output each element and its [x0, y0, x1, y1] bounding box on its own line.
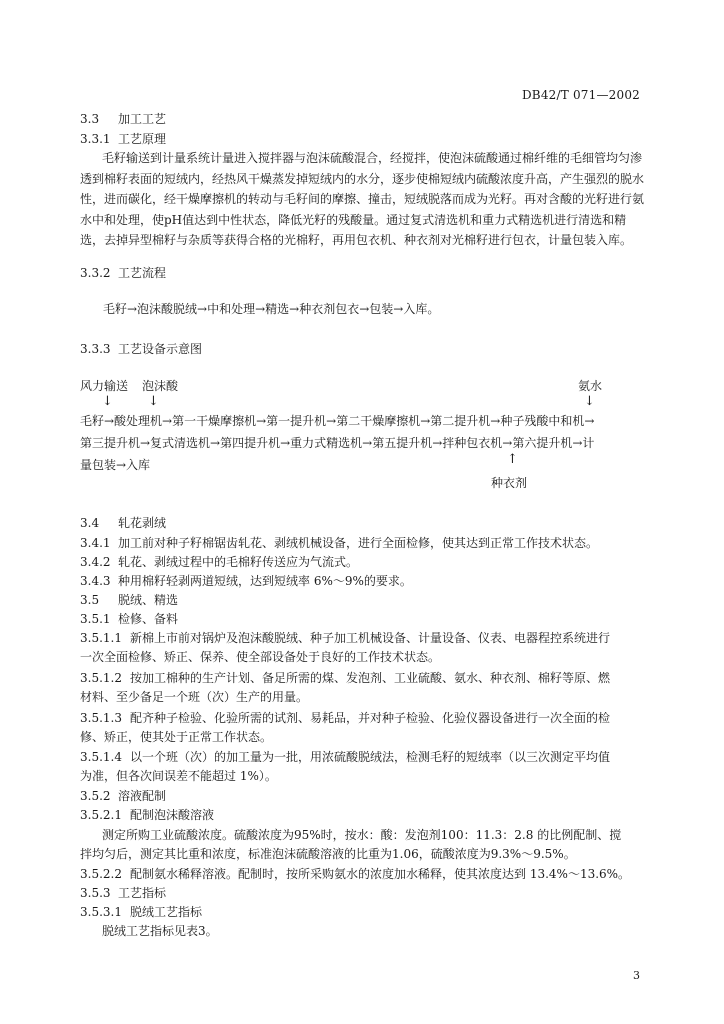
section-number: 3.3.3 — [80, 342, 111, 356]
clause-3-5-1-1-line-2: 一次全面检修、矫正、保养、使全部设备处于良好的工作技术状态。 — [80, 650, 441, 664]
section-3-3-heading — [80, 110, 166, 127]
section-number: 3.5.2 — [80, 789, 111, 803]
section-title: 配制泡沫酸溶液 — [130, 808, 215, 822]
section-3-5-3-heading — [80, 884, 166, 901]
page-number: 3 — [633, 969, 640, 982]
clause-text: 种用棉籽轻剥两道短绒，达到短绒率 6%～9%的要求。 — [118, 574, 412, 588]
section-title: 脱绒、精选 — [118, 593, 179, 607]
clause-3-5-2-1-line-1: 测定所购工业硫酸浓度。硫酸浓度为95%时，按水：酸：发泡剂100：11.3：2.8 的比例配制、搅 — [102, 828, 622, 842]
clause-3-5-2-1-line-2: 拌均匀后，测定其比重和浓度，标准泡沫硫酸溶液的比重为1.06，硫酸浓度为9.3%～9.5%。 — [80, 847, 576, 861]
section-number: 3.3.2 — [80, 266, 111, 280]
section-title: 加工工艺 — [118, 112, 167, 126]
clause-3-4-2 — [80, 553, 358, 570]
clause-number: 3.4.2 — [80, 555, 111, 569]
diagram-input-acid: 泡沫酸 — [142, 379, 179, 393]
clause-number: 3.5.1.4 — [80, 750, 122, 764]
clause-3-4-3 — [80, 572, 412, 589]
section-title: 脱绒工艺指标 — [130, 905, 203, 919]
section-3-5-2-1-heading — [80, 806, 214, 823]
section-title: 检修、备料 — [118, 612, 179, 626]
section-title: 轧花剥绒 — [118, 516, 167, 530]
section-number: 3.5.2.1 — [80, 808, 122, 822]
process-flow-text: 毛籽→泡沫酸脱绒→中和处理→精选→种衣剂包衣→包装→入库。 — [103, 302, 440, 316]
section-3-3-3-heading — [80, 340, 202, 357]
section-3-3-1-heading — [80, 130, 166, 147]
clause-number: 3.5.2.2 — [80, 867, 122, 881]
section-3-5-heading — [80, 591, 178, 608]
clause-text: 轧花、剥绒过程中的毛棉籽传送应为气流式。 — [118, 555, 359, 569]
section-number: 3.3 — [80, 112, 100, 126]
diagram-input-ammonia: 氨水 — [578, 379, 603, 393]
diagram-line-3: 量包装→入库 — [80, 458, 151, 472]
section-number: 3.4 — [80, 516, 100, 530]
up-arrow-icon: ↑ — [507, 452, 518, 467]
down-arrow-icon: ↓ — [148, 394, 159, 409]
clause-3-5-1-4-line-2: 为准，但各次间误差不能超过 1%）。 — [80, 769, 277, 783]
clause-3-4-1 — [80, 534, 598, 551]
section-number: 3.5 — [80, 593, 100, 607]
process-principle-paragraph: 毛籽输送到计量系统计量进入搅拌器与泡沫硫酸混合，经搅拌，使泡沫硫酸通过棉纤维的毛细管均匀渗透到棉籽表面的短绒内，经热风干燥蒸发掉短绒内的水分，逐步使棉短绒内硫酸浓度升高，产生强烈的脱水性，进而碳化，经干燥摩擦机的转动与毛籽间的摩擦、撞击，短绒脱落而成为光籽。再对含酸的光籽进行氨水中和处理，使pH值达到中性状态，降低光籽的残酸量。通过复式清选机和重力式精选机进行清选和精选，去掉异型棉籽与杂质等获得合格的光棉籽，再用包衣机、种衣剂对光棉籽进行包衣，计量包装入库。 — [80, 151, 645, 248]
clause-number: 3.5.1.3 — [80, 711, 122, 725]
section-title: 工艺指标 — [118, 886, 167, 900]
section-title: 工艺原理 — [118, 132, 167, 146]
clause-3-5-1-2-line-1 — [80, 669, 610, 686]
clause-3-5-1-4-line-1 — [80, 748, 610, 765]
clause-3-5-2-2 — [80, 865, 630, 882]
section-number: 3.5.3.1 — [80, 905, 122, 919]
clause-text: 加工前对种子籽棉锯齿轧花、剥绒机械设备，进行全面检修，使其达到正常工作技术状态。 — [118, 536, 599, 550]
clause-3-5-1-3-line-2: 修、矫正，使其处于正常工作状态。 — [80, 730, 273, 744]
clause-text: 以一个班（次）的加工量为一批，用浓硫酸脱绒法，检测毛籽的短绒率（以三次测定平均值 — [130, 750, 611, 764]
clause-number: 3.4.3 — [80, 574, 111, 588]
down-arrow-icon: ↓ — [584, 394, 595, 409]
clause-text: 按加工棉种的生产计划、备足所需的煤、发泡剂、工业硫酸、氨水、种衣剂、棉籽等原、燃 — [130, 671, 611, 685]
section-3-5-2-heading — [80, 787, 166, 804]
section-number: 3.3.1 — [80, 132, 111, 146]
clause-number: 3.5.1.2 — [80, 671, 122, 685]
section-3-3-2-heading — [80, 264, 166, 281]
section-title: 工艺设备示意图 — [118, 342, 203, 356]
section-number: 3.5.1 — [80, 612, 111, 626]
clause-text: 新棉上市前对锅炉及泡沫酸脱绒、种子加工机械设备、计量设备、仪表、电器程控系统进行 — [130, 631, 611, 645]
section-3-4-heading — [80, 514, 166, 531]
section-number: 3.5.3 — [80, 886, 111, 900]
clause-text: 配齐种子检验、化验所需的试剂、易耗品，并对种子检验、化验仪器设备进行一次全面的检 — [130, 711, 611, 725]
clause-3-5-3-1-text: 脱绒工艺指标见表3。 — [102, 924, 218, 938]
clause-3-5-1-1-line-1 — [80, 629, 610, 646]
clause-number: 3.5.1.1 — [80, 631, 122, 645]
section-3-5-3-1-heading — [80, 903, 202, 920]
section-title: 溶液配制 — [118, 789, 167, 803]
section-title: 工艺流程 — [118, 266, 167, 280]
diagram-input-wind: 风力输送 — [80, 379, 129, 393]
clause-text: 配制氨水稀释溶液。配制时，按所采购氨水的浓度加水稀释，使其浓度达到 13.4%～13.6%。 — [130, 867, 631, 881]
down-arrow-icon: ↓ — [102, 394, 113, 409]
document-code: DB42/T 071—2002 — [521, 88, 640, 102]
clause-3-5-1-2-line-2: 材料、至少备足一个班（次）生产的用量。 — [80, 690, 309, 704]
clause-3-5-1-3-line-1 — [80, 709, 610, 726]
section-3-5-1-heading — [80, 610, 178, 627]
diagram-line-2: 第三提升机→复式清选机→第四提升机→重力式精选机→第五提升机→拌种包衣机→第六提升机→计 — [80, 436, 595, 450]
clause-number: 3.4.1 — [80, 536, 111, 550]
diagram-line-1: 毛籽→酸处理机→第一干燥摩擦机→第一提升机→第二干燥摩擦机→第二提升机→种子残酸中和机→ — [80, 414, 595, 428]
diagram-input-coating: 种衣剂 — [491, 476, 528, 490]
